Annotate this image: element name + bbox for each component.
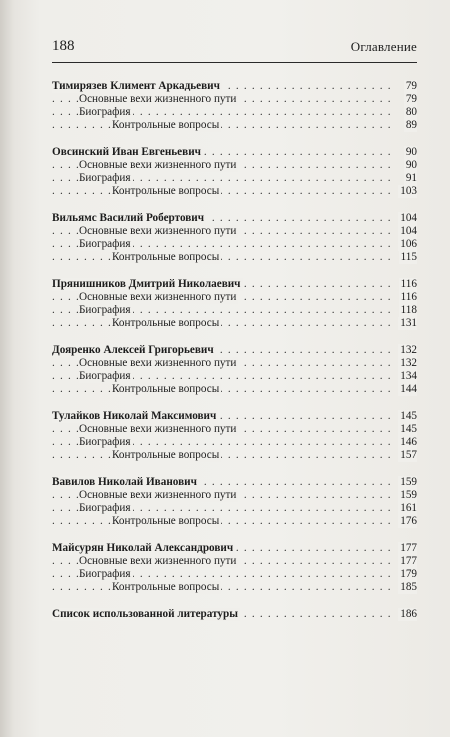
toc-entry-biography[interactable]: . . . Биография 80 bbox=[52, 106, 417, 119]
toc-section bbox=[52, 476, 417, 528]
toc-entry-biography[interactable]: . . . Биография 118 bbox=[52, 304, 417, 317]
toc-entry-milestones[interactable]: . . . Основные вехи жизненного пути 145 bbox=[52, 423, 417, 436]
toc-section-bibliography bbox=[52, 608, 417, 621]
header-rule bbox=[52, 62, 417, 63]
table-of-contents bbox=[52, 80, 417, 634]
toc-entry-questions[interactable]: . . . Контрольные вопросы 115 bbox=[52, 251, 417, 264]
toc-entry-biography[interactable]: . . . Биография 106 bbox=[52, 238, 417, 251]
toc-entry-questions[interactable]: . . . Контрольные вопросы 103 bbox=[52, 185, 417, 198]
toc-entry-person[interactable]: . . . Майсурян Николай Александрович 177 bbox=[52, 542, 417, 555]
toc-entry-person[interactable]: . . . Овсинский Иван Евгеньевич 90 bbox=[52, 146, 417, 159]
toc-entry-questions[interactable]: . . . Контрольные вопросы 131 bbox=[52, 317, 417, 330]
toc-section bbox=[52, 410, 417, 462]
toc-entry-biography[interactable]: . . . Биография 134 bbox=[52, 370, 417, 383]
toc-section bbox=[52, 542, 417, 594]
toc-section bbox=[52, 146, 417, 198]
toc-entry-biography[interactable]: . . . Биография 179 bbox=[52, 568, 417, 581]
toc-entry-person[interactable]: . . . Тулайков Николай Максимович 145 bbox=[52, 410, 417, 423]
toc-entry-milestones[interactable]: . . . Основные вехи жизненного пути 90 bbox=[52, 159, 417, 172]
toc-entry-person[interactable]: . . . Вильямс Василий Робертович 104 bbox=[52, 212, 417, 225]
toc-entry-person[interactable]: . . . Дояренко Алексей Григорьевич 132 bbox=[52, 344, 417, 357]
toc-entry-milestones[interactable]: . . . Основные вехи жизненного пути 132 bbox=[52, 357, 417, 370]
toc-entry-questions[interactable]: . . . Контрольные вопросы 176 bbox=[52, 515, 417, 528]
toc-entry-bibliography[interactable]: . . . Список использованной литературы 186 bbox=[52, 608, 417, 621]
page-number: 188 bbox=[52, 38, 75, 54]
page-header bbox=[52, 38, 417, 56]
toc-entry-milestones[interactable]: . . . Основные вехи жизненного пути 177 bbox=[52, 555, 417, 568]
running-title: Оглавление bbox=[350, 39, 417, 54]
toc-entry-questions[interactable]: . . . Контрольные вопросы 185 bbox=[52, 581, 417, 594]
toc-entry-person[interactable]: . . . Прянишников Дмитрий Николаевич 116 bbox=[52, 278, 417, 291]
toc-section bbox=[52, 212, 417, 264]
toc-entry-milestones[interactable]: . . . Основные вехи жизненного пути 104 bbox=[52, 225, 417, 238]
toc-entry-milestones[interactable]: . . . Основные вехи жизненного пути 159 bbox=[52, 489, 417, 502]
toc-entry-biography[interactable]: . . . Биография 146 bbox=[52, 436, 417, 449]
toc-section bbox=[52, 344, 417, 396]
toc-entry-biography[interactable]: . . . Биография 91 bbox=[52, 172, 417, 185]
toc-entry-person[interactable]: . . . Тимирязев Климент Аркадьевич 79 bbox=[52, 80, 417, 93]
toc-entry-milestones[interactable]: . . . Основные вехи жизненного пути 79 bbox=[52, 93, 417, 106]
toc-section bbox=[52, 278, 417, 330]
toc-entry-questions[interactable]: . . . Контрольные вопросы 157 bbox=[52, 449, 417, 462]
toc-entry-questions[interactable]: . . . Контрольные вопросы 89 bbox=[52, 119, 417, 132]
toc-entry-milestones[interactable]: . . . Основные вехи жизненного пути 116 bbox=[52, 291, 417, 304]
toc-entry-biography[interactable]: . . . Биография 161 bbox=[52, 502, 417, 515]
toc-entry-questions[interactable]: . . . Контрольные вопросы 144 bbox=[52, 383, 417, 396]
toc-section bbox=[52, 80, 417, 132]
toc-entry-person[interactable]: . . . Вавилов Николай Иванович 159 bbox=[52, 476, 417, 489]
